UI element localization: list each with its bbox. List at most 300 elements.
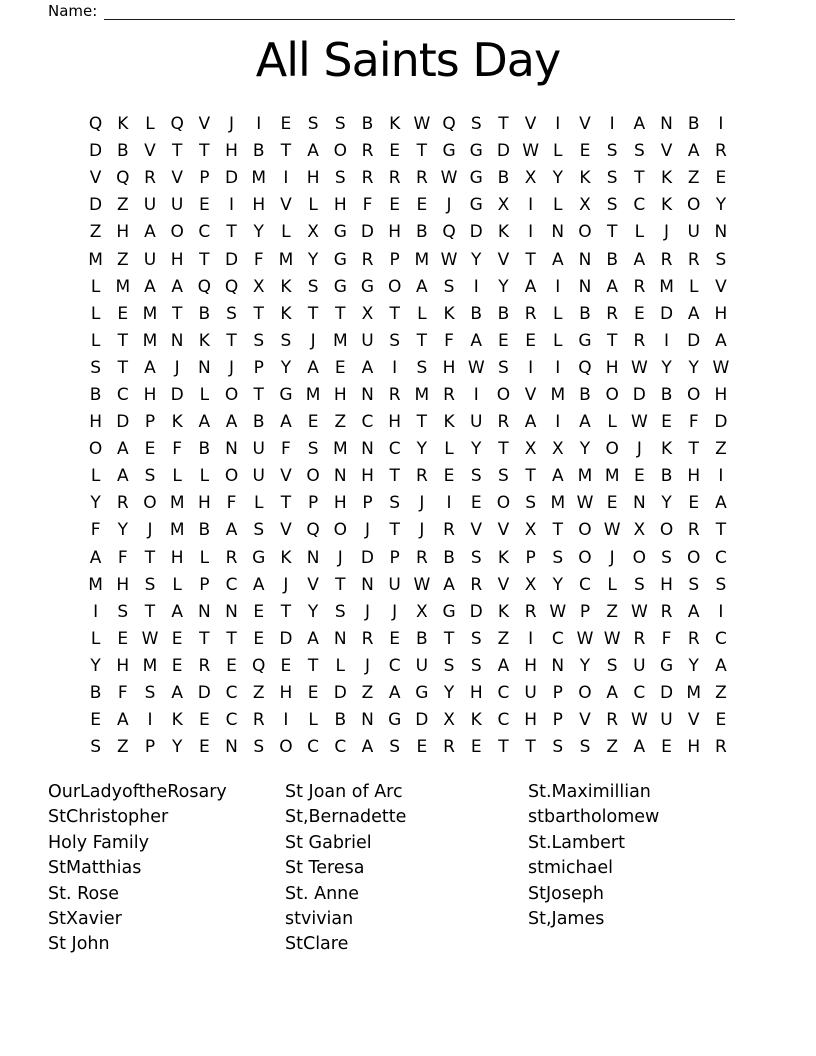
grid-cell: D (687, 330, 701, 351)
grid-cell: N (361, 384, 374, 405)
grid-cell: S (443, 276, 455, 297)
grid-cell: E (253, 601, 265, 622)
grid-cell: Q (170, 114, 184, 135)
grid-cell: H (252, 195, 266, 216)
grid-cell: L (553, 330, 563, 351)
grid-cell: A (715, 493, 727, 514)
grid-cell: L (688, 276, 699, 297)
grid-cell: R (361, 168, 374, 189)
grid-cell: A (361, 357, 374, 378)
grid-cell: X (524, 520, 537, 541)
grid-cell: Y (117, 520, 128, 541)
grid-cell: L (607, 412, 617, 433)
grid-cell: T (389, 303, 400, 324)
grid-cell: T (280, 141, 292, 162)
grid-cell: S (117, 601, 129, 622)
grid-cell: A (144, 276, 156, 297)
grid-cell: J (337, 547, 343, 568)
grid-cell: L (90, 466, 101, 487)
word-item: stmichael (528, 858, 613, 879)
grid-cell: A (225, 520, 238, 541)
grid-cell: N (660, 114, 673, 135)
grid-cell: V (497, 574, 510, 595)
grid-cell: T (525, 249, 536, 270)
grid-cell: Y (579, 439, 591, 460)
grid-cell: G (333, 222, 347, 243)
grid-cell: T (335, 574, 346, 595)
grid-cell: L (417, 303, 427, 324)
grid-cell: T (606, 222, 618, 243)
grid-cell: D (89, 195, 103, 216)
grid-cell: Y (552, 574, 563, 595)
grid-cell: A (116, 439, 129, 460)
word-item: StChristopher (48, 807, 169, 828)
grid-cell: X (551, 439, 564, 460)
grid-cell: D (469, 601, 483, 622)
grid-cell: T (199, 141, 210, 162)
grid-cell: A (171, 683, 183, 704)
grid-cell: H (89, 412, 102, 433)
grid-cell: S (253, 737, 265, 758)
grid-cell: R (443, 737, 455, 758)
grid-cell: Y (688, 655, 699, 676)
grid-cell: R (361, 249, 374, 270)
grid-cell: T (199, 628, 210, 649)
grid-cell: T (117, 330, 128, 351)
grid-cell: O (224, 384, 239, 405)
word-item: St Joan of Arc (285, 782, 403, 802)
grid-cell: Z (334, 412, 347, 433)
word-search-grid (82, 111, 735, 761)
grid-cell: W (603, 628, 621, 649)
grid-cell: I (446, 493, 452, 514)
grid-cell: S (280, 330, 292, 351)
grid-cell: C (361, 412, 374, 433)
grid-cell: S (334, 601, 346, 622)
grid-cell: E (198, 737, 210, 758)
grid-cell: E (389, 195, 401, 216)
grid-cell: R (633, 276, 646, 297)
grid-cell: W (630, 357, 648, 378)
grid-cell: P (253, 357, 264, 378)
grid-cell: K (660, 439, 673, 460)
grid-cell: E (280, 655, 292, 676)
grid-cell: G (333, 249, 347, 270)
grid-cell: O (687, 195, 701, 216)
grid-cell: L (172, 466, 182, 487)
grid-cell: E (253, 628, 265, 649)
grid-cell: R (443, 384, 455, 405)
grid-cell: L (90, 303, 101, 324)
grid-cell: M (169, 520, 185, 541)
grid-cell: K (198, 330, 210, 351)
grid-cell: D (496, 141, 510, 162)
grid-cell: J (609, 547, 615, 568)
grid-cell: F (253, 249, 264, 270)
grid-cell: W (413, 574, 431, 595)
grid-cell: I (283, 710, 289, 731)
grid-cell: Y (443, 683, 455, 704)
grid-cell: S (633, 574, 645, 595)
grid-cell: N (551, 222, 565, 243)
grid-cell: M (550, 384, 566, 405)
grid-cell: G (388, 710, 402, 731)
grid-cell: E (443, 466, 455, 487)
grid-cell: J (174, 357, 180, 378)
grid-cell: Q (306, 520, 320, 541)
grid-cell: H (361, 466, 374, 487)
grid-cell: A (633, 249, 646, 270)
grid-cell: F (117, 683, 128, 704)
grid-cell: Z (89, 222, 102, 243)
grid-cell: A (388, 683, 401, 704)
grid-cell: K (389, 114, 401, 135)
word-item: St. Rose (48, 883, 120, 904)
grid-cell: E (470, 737, 482, 758)
grid-cell: W (603, 520, 621, 541)
grid-cell: E (688, 493, 700, 514)
grid-cell: U (143, 249, 157, 270)
grid-cell: E (117, 303, 129, 324)
grid-cell: L (90, 330, 101, 351)
grid-cell: S (470, 655, 482, 676)
grid-cell: E (416, 737, 428, 758)
grid-cell: M (305, 384, 321, 405)
grid-cell: O (632, 547, 647, 568)
grid-cell: C (497, 683, 510, 704)
grid-cell: H (687, 737, 701, 758)
grid-cell: B (89, 384, 102, 405)
grid-cell: W (413, 114, 431, 135)
grid-cell: S (470, 466, 482, 487)
word-item: St. Anne (285, 883, 360, 904)
grid-cell: T (552, 520, 563, 541)
grid-cell: T (171, 303, 183, 324)
grid-cell: C (633, 195, 646, 216)
grid-cell: A (687, 601, 700, 622)
grid-cell: A (416, 276, 428, 297)
grid-cell: N (578, 249, 592, 270)
grid-cell: T (389, 466, 400, 487)
grid-cell: A (715, 655, 727, 676)
grid-cell: B (687, 114, 700, 135)
grid-cell: H (714, 303, 728, 324)
grid-cell: S (307, 276, 319, 297)
grid-cell: W (522, 141, 539, 162)
grid-cell: K (117, 114, 129, 135)
grid-cell: R (415, 547, 428, 568)
word-list-column-1 (48, 780, 227, 958)
grid-cell: H (306, 168, 320, 189)
grid-cell: R (633, 330, 646, 351)
grid-cell: L (634, 222, 645, 243)
grid-cell: H (197, 493, 211, 514)
grid-cell: G (469, 168, 483, 189)
grid-cell: Y (552, 168, 563, 189)
grid-cell: M (278, 249, 294, 270)
grid-cell: I (718, 466, 724, 487)
grid-cell: U (170, 195, 184, 216)
grid-cell: O (605, 384, 619, 405)
grid-cell: F (117, 547, 128, 568)
grid-cell: X (443, 710, 455, 731)
grid-cell: D (224, 249, 239, 270)
grid-cell: O (170, 222, 184, 243)
grid-cell: W (712, 357, 730, 378)
grid-cell: G (252, 547, 266, 568)
grid-cell: Z (116, 737, 129, 758)
grid-cell: B (579, 303, 591, 324)
grid-cell: A (307, 141, 319, 162)
grid-cell: I (256, 114, 262, 135)
grid-cell: P (579, 601, 591, 622)
word-item: St Teresa (285, 858, 365, 879)
grid-cell: Y (661, 357, 672, 378)
grid-cell: S (606, 655, 618, 676)
grid-cell: D (170, 384, 184, 405)
grid-cell: W (576, 628, 594, 649)
grid-cell: R (633, 628, 646, 649)
grid-cell: H (660, 574, 673, 595)
grid-cell: N (306, 547, 320, 568)
grid-cell: B (470, 303, 483, 324)
grid-cell: Z (606, 737, 618, 758)
grid-cell: S (579, 737, 591, 758)
grid-cell: L (281, 222, 291, 243)
grid-cell: S (606, 195, 618, 216)
grid-cell: B (579, 384, 591, 405)
grid-cell: R (225, 547, 238, 568)
grid-cell: K (171, 710, 183, 731)
grid-cell: I (528, 195, 534, 216)
grid-cell: V (579, 114, 591, 135)
word-item: StJoseph (528, 883, 604, 904)
grid-cell: S (606, 168, 618, 189)
grid-cell: S (307, 114, 319, 135)
grid-cell: O (224, 466, 239, 487)
word-item: StXavier (48, 909, 122, 930)
grid-cell: K (280, 303, 292, 324)
grid-cell: K (497, 547, 509, 568)
grid-cell: H (143, 384, 157, 405)
grid-cell: T (226, 628, 237, 649)
grid-cell: H (333, 384, 347, 405)
grid-cell: J (310, 330, 316, 351)
grid-cell: D (469, 222, 483, 243)
grid-cell: I (609, 114, 615, 135)
grid-cell: T (416, 141, 428, 162)
grid-cell: T (634, 168, 645, 189)
grid-cell: L (553, 303, 563, 324)
grid-cell: X (524, 574, 537, 595)
grid-cell: P (389, 249, 400, 270)
grid-cell: L (444, 439, 454, 460)
grid-cell: T (715, 520, 727, 541)
grid-cell: I (555, 114, 561, 135)
grid-cell: G (333, 276, 347, 297)
grid-cell: R (361, 141, 374, 162)
grid-cell: L (90, 628, 101, 649)
grid-cell: F (688, 412, 699, 433)
grid-cell: L (553, 195, 563, 216)
grid-cell: R (415, 466, 428, 487)
grid-cell: W (440, 168, 458, 189)
grid-cell: A (307, 628, 319, 649)
grid-cell: M (142, 330, 158, 351)
grid-cell: N (361, 439, 374, 460)
grid-cell: S (715, 249, 727, 270)
word-item: StClare (285, 934, 349, 955)
grid-cell: I (718, 114, 724, 135)
grid-cell: N (197, 357, 211, 378)
grid-cell: V (579, 710, 591, 731)
grid-cell: L (90, 276, 101, 297)
grid-cell: W (141, 628, 159, 649)
grid-cell: R (443, 520, 455, 541)
grid-cell: Y (307, 249, 319, 270)
grid-cell: O (687, 384, 701, 405)
grid-cell: U (524, 683, 537, 704)
grid-cell: R (415, 168, 428, 189)
grid-cell: O (578, 222, 592, 243)
grid-cell: U (361, 330, 374, 351)
grid-cell: D (714, 412, 728, 433)
grid-cell: C (714, 547, 727, 568)
grid-cell: S (253, 520, 265, 541)
grid-cell: W (630, 601, 648, 622)
grid-cell: H (469, 683, 483, 704)
grid-cell: N (333, 466, 347, 487)
grid-cell: E (90, 710, 101, 731)
grid-cell: T (144, 547, 156, 568)
grid-cell: I (555, 412, 561, 433)
grid-cell: E (416, 195, 428, 216)
grid-cell: A (470, 330, 483, 351)
grid-cell: L (553, 141, 563, 162)
grid-cell: V (497, 520, 510, 541)
grid-cell: A (252, 574, 265, 595)
grid-cell: S (334, 114, 346, 135)
grid-cell: L (145, 114, 155, 135)
grid-cell: Y (90, 493, 101, 514)
grid-cell: P (144, 412, 156, 433)
grid-cell: G (442, 141, 456, 162)
grid-cell: B (252, 412, 265, 433)
word-item: St,Bernadette (285, 807, 407, 828)
grid-cell: Z (116, 195, 129, 216)
grid-cell: C (225, 683, 238, 704)
grid-cell: N (225, 601, 238, 622)
grid-cell: C (388, 655, 401, 676)
grid-cell: E (661, 412, 672, 433)
grid-cell: M (414, 249, 430, 270)
grid-cell: Z (715, 439, 727, 460)
word-item: stbartholomew (528, 807, 660, 828)
grid-cell: N (551, 655, 565, 676)
grid-cell: E (525, 330, 536, 351)
grid-cell: C (714, 628, 727, 649)
grid-cell: M (88, 574, 103, 595)
grid-cell: P (199, 574, 210, 595)
grid-cell: T (307, 655, 319, 676)
grid-cell: U (252, 439, 265, 460)
grid-cell: O (143, 493, 157, 514)
grid-cell: O (88, 439, 103, 460)
grid-cell: Q (224, 276, 239, 297)
grid-cell: E (633, 466, 645, 487)
grid-cell: Z (252, 683, 265, 704)
grid-cell: O (387, 276, 402, 297)
grid-cell: T (525, 737, 536, 758)
grid-cell: K (443, 412, 455, 433)
grid-cell: S (661, 547, 672, 568)
grid-cell: A (225, 412, 238, 433)
grid-cell: B (89, 683, 102, 704)
grid-cell: E (498, 330, 509, 351)
grid-cell: I (283, 168, 289, 189)
grid-cell: R (660, 249, 673, 270)
grid-cell: B (198, 303, 211, 324)
grid-cell: T (498, 439, 509, 460)
grid-cell: H (225, 141, 238, 162)
grid-cell: I (555, 357, 561, 378)
grid-cell: H (333, 493, 347, 514)
grid-cell: A (171, 601, 183, 622)
grid-cell: H (714, 384, 728, 405)
grid-cell: I (473, 276, 479, 297)
grid-cell: A (171, 276, 183, 297)
grid-cell: B (416, 222, 428, 243)
grid-cell: M (332, 439, 348, 460)
grid-cell: S (334, 168, 346, 189)
grid-cell: O (279, 737, 293, 758)
grid-cell: R (715, 737, 727, 758)
grid-cell: B (198, 520, 211, 541)
grid-cell: U (388, 574, 401, 595)
grid-cell: O (578, 547, 592, 568)
grid-cell: C (334, 737, 347, 758)
grid-cell: T (117, 357, 128, 378)
grid-cell: V (470, 520, 483, 541)
grid-cell: E (307, 412, 319, 433)
grid-cell: W (549, 601, 567, 622)
word-item: St John (48, 934, 110, 955)
name-row (48, 2, 735, 20)
grid-cell: J (364, 655, 370, 676)
grid-cell: K (280, 276, 292, 297)
grid-cell: J (147, 520, 153, 541)
grid-cell: T (171, 141, 183, 162)
grid-cell: Y (416, 439, 428, 460)
grid-cell: J (419, 520, 425, 541)
grid-cell: Z (715, 683, 727, 704)
grid-cell: D (659, 683, 674, 704)
grid-cell: C (198, 222, 211, 243)
grid-cell: V (280, 466, 292, 487)
grid-cell: M (88, 249, 103, 270)
grid-cell: K (497, 601, 509, 622)
grid-cell: B (443, 547, 455, 568)
grid-cell: E (198, 195, 210, 216)
grid-cell: A (497, 655, 510, 676)
grid-cell: V (198, 114, 211, 135)
grid-cell: N (225, 439, 238, 460)
grid-cell: H (605, 357, 619, 378)
grid-cell: R (606, 710, 619, 731)
grid-cell: C (307, 737, 320, 758)
grid-cell: L (172, 574, 182, 595)
grid-cell: A (280, 412, 292, 433)
